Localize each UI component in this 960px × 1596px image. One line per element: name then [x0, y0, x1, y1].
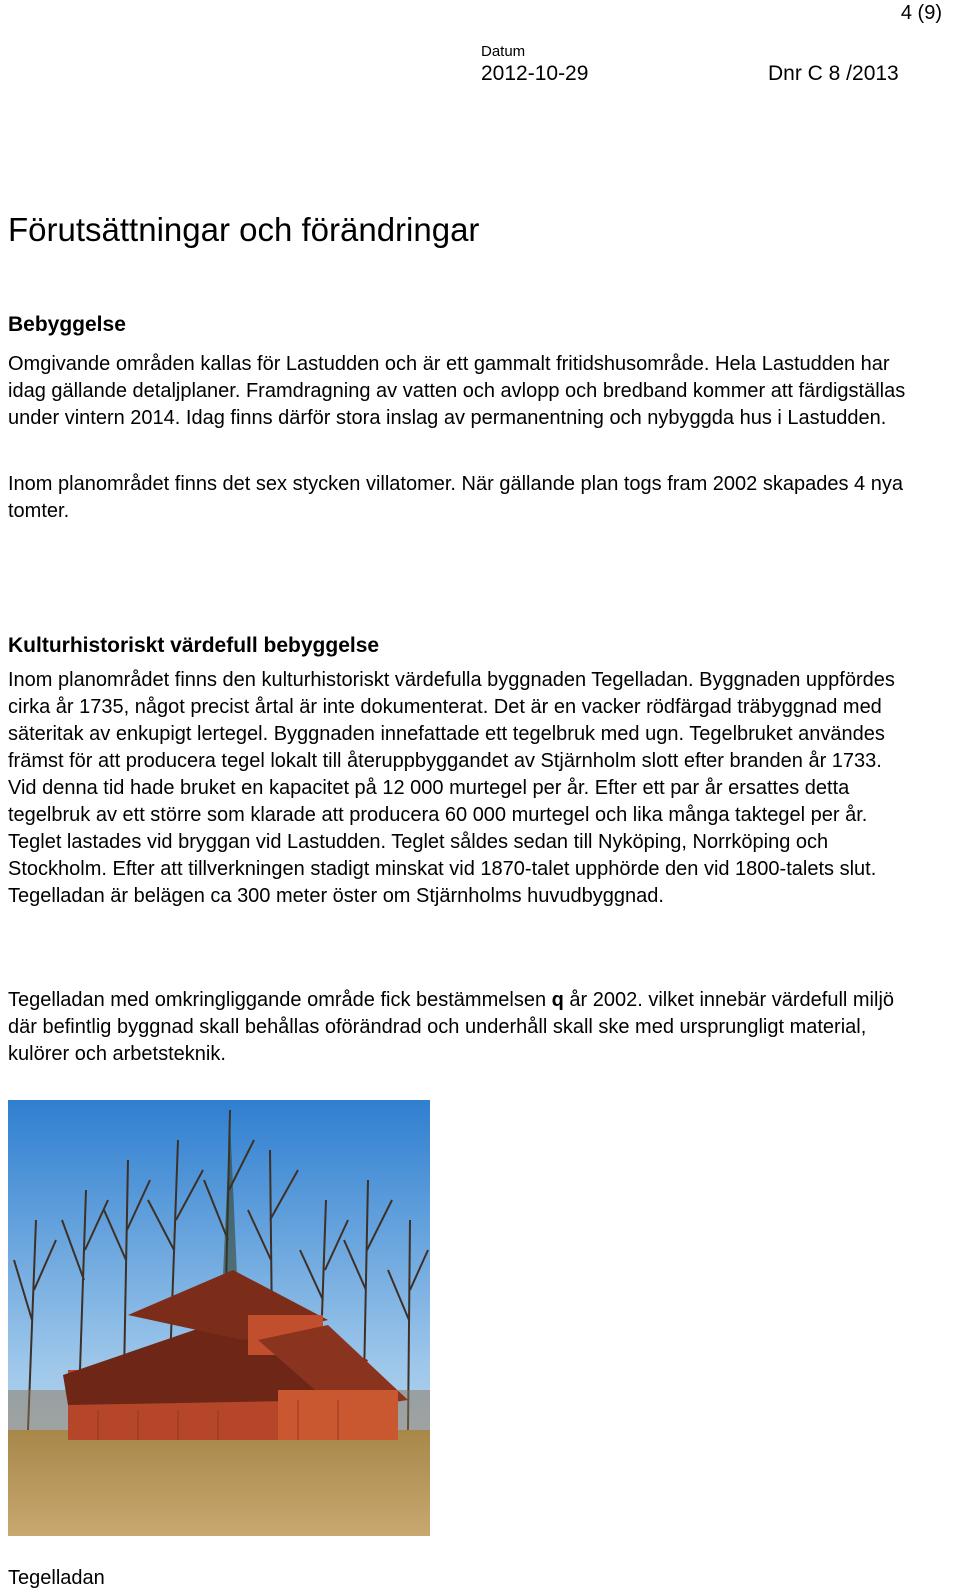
page-number: 4 (9) — [900, 2, 942, 24]
paragraph-kultur-2 — [8, 987, 913, 1068]
page-title: Förutsättningar och förändringar — [8, 211, 480, 248]
document-number: Dnr C 8 /2013 — [768, 62, 899, 85]
paragraph-bebyggelse-2: Inom planområdet finns det sex stycken villatomer. När gällande plan togs fram 2002 skapades 4 nya tomter. — [8, 473, 903, 522]
regulation-q: q — [551, 989, 564, 1011]
paragraph-kultur-2-start: Tegelladan med omkringliggande område fick bestämmelsen — [8, 989, 552, 1011]
tegelladan-photo — [8, 1100, 430, 1536]
paragraph-kultur-1: Inom planområdet finns den kulturhistoriskt värdefulla byggnaden Tegelladan. Byggnaden uppfördes cirka år 1735, något precist årtal är inte dokumenterat. Det är en vacker rödfärgad träbyggnad med säteritak av enkupigt lertegel. Byggnaden innefattade ett tegelbruk med ugn. Tegelbruket användes främst för att producera tegel lokalt till återuppbyggandet av Stjärnholm slott efter branden år 1733. Vid denna tid hade bruket en kapacitet på 12 000 murtegel per år. Efter ett par år ersattes detta tegelbruk av ett större som klarade att producera 60 000 murtegel och lika många taktegel per år. Teglet lastades vid bryggan vid Lastudden. Teglet såldes sedan till Nyköping, Norrköping och Stockholm. Efter att tillverkningen stadigt minskat vid 1870-talet upphörde den vid 1800-talets slut. Tegelladan är belägen ca 300 meter öster om Stjärnholms huvudbyggnad. — [8, 669, 895, 907]
section-heading-bebyggelse: Bebyggelse — [8, 313, 126, 336]
date-label: Datum — [481, 43, 526, 60]
date-value: 2012-10-29 — [481, 62, 589, 85]
paragraph-kultur-2-end: år 2002. vilket innebär värdefull miljö där befintlig byggnad skall behållas oförändrad och underhåll skall ske med ursprungligt material, kulörer och arbetsteknik. — [8, 989, 895, 1065]
figure-caption: Tegelladan — [8, 1567, 105, 1589]
section-heading-kulturhistoriskt: Kulturhistoriskt värdefull bebyggelse — [8, 634, 380, 657]
paragraph-bebyggelse-1: Omgivande områden kallas för Lastudden och är ett gammalt fritidshusområde. Hela Lastudden har idag gällande detaljplaner. Framdragning av vatten och avlopp och bredband kommer att färdigställas under vintern 2014. Idag finns därför stora inslag av permanentning och nybyggda hus i Lastudden. — [8, 353, 906, 429]
